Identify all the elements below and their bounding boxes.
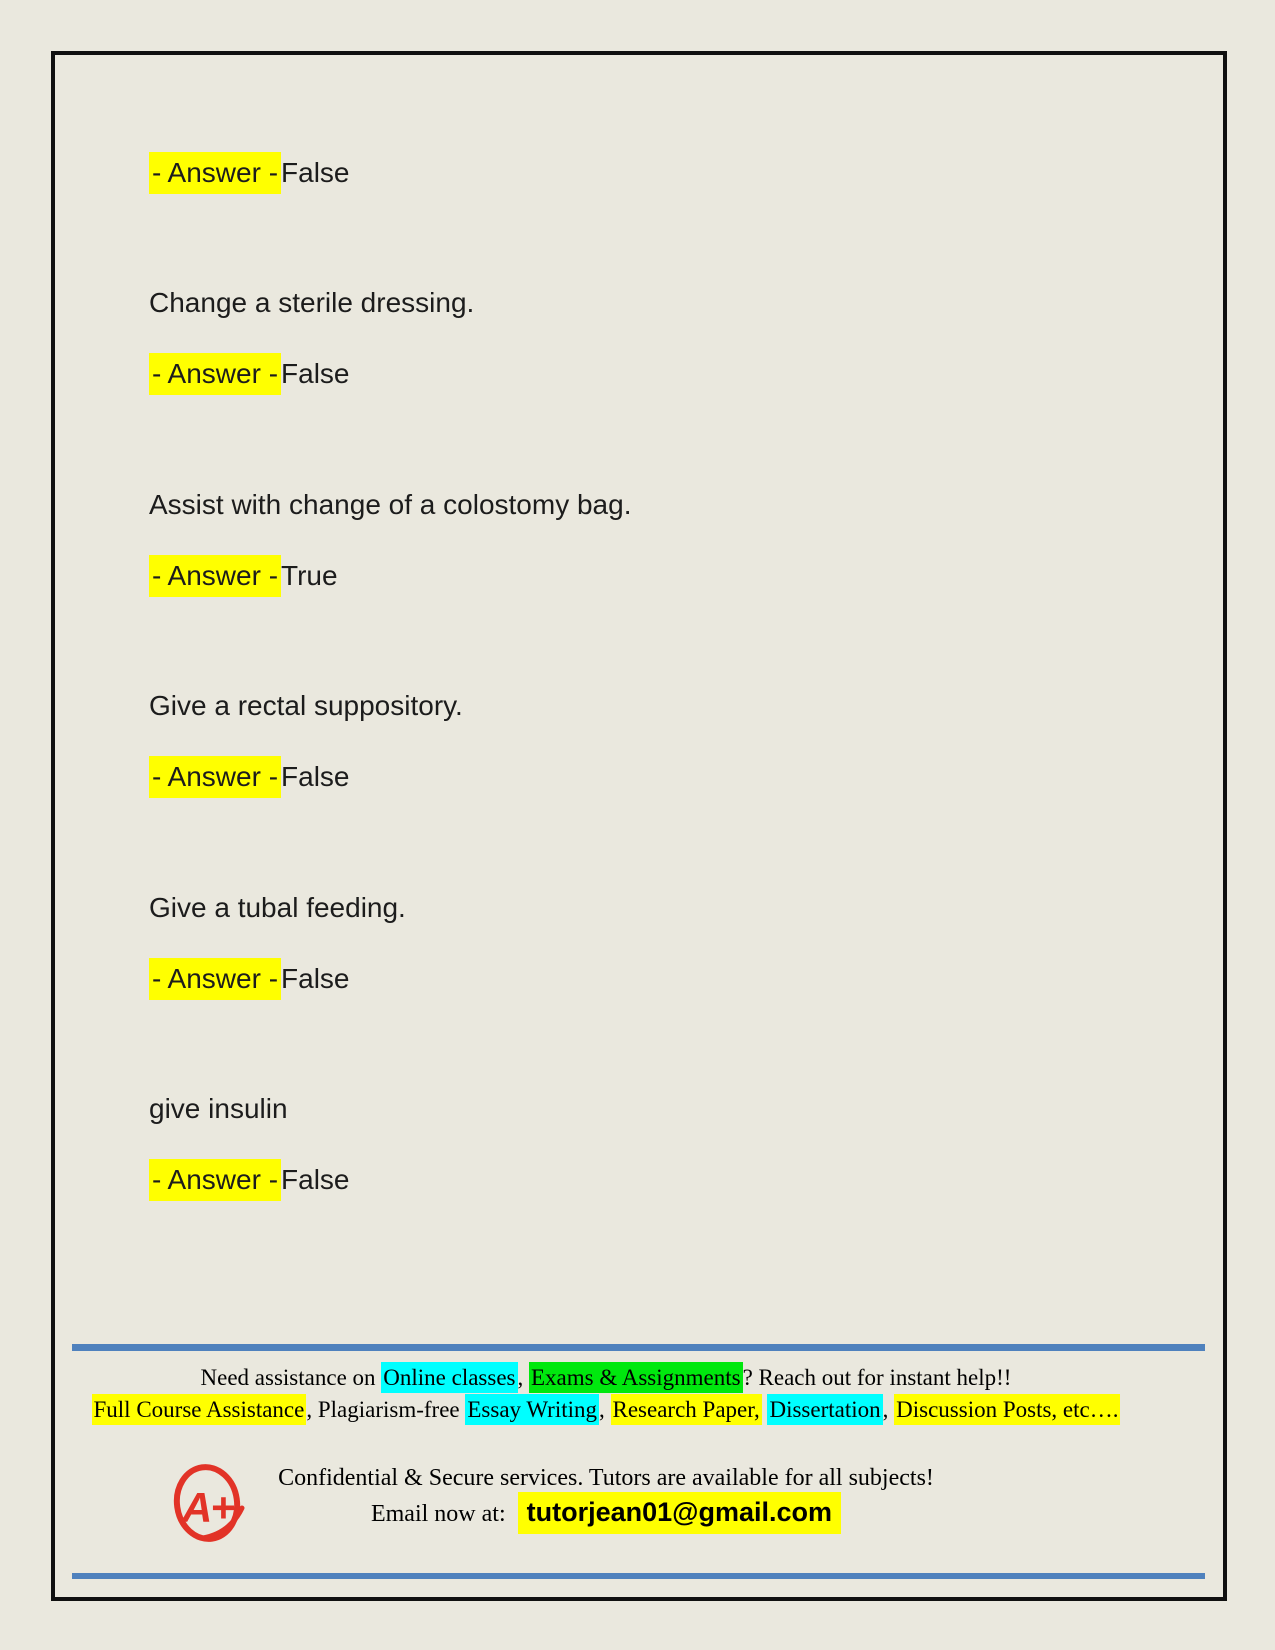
answer-label-highlight: - Answer - [149, 353, 281, 395]
logo-text: A+ [182, 1484, 233, 1531]
footer-text-segment: , Plagiarism-free [306, 1397, 466, 1422]
highlight-online-classes: Online classes [381, 1362, 517, 1393]
answer-line [149, 957, 350, 1000]
highlight-research-paper: Research Paper, [611, 1394, 762, 1425]
answer-label-highlight: - Answer - [149, 756, 281, 798]
question-text: Give a rectal suppository. [149, 690, 463, 721]
answer-value: True [281, 560, 338, 591]
footer-text-segment [506, 1501, 518, 1527]
highlight-full-course-assistance: Full Course Assistance [92, 1394, 307, 1425]
answer-value: False [281, 358, 350, 389]
answer-value: False [281, 963, 350, 994]
answer-line [149, 1158, 350, 1201]
footer-ad-line-2 [55, 1394, 1157, 1426]
footer-text-segment: , [882, 1397, 895, 1422]
answer-label-highlight: - Answer - [149, 1159, 281, 1201]
answer-label-highlight: - Answer - [149, 555, 281, 597]
email-label: Email now at: [370, 1501, 506, 1527]
answer-value: False [281, 157, 350, 188]
answer-label-highlight: - Answer - [149, 152, 281, 194]
answer-line [149, 352, 350, 395]
question-text: Assist with change of a colostomy bag. [149, 489, 632, 520]
footer-ad-line-1 [55, 1362, 1157, 1394]
footer-text-segment: ? Reach out for instant help!! [742, 1365, 1012, 1390]
answer-line [149, 554, 338, 597]
answer-value: False [281, 1164, 350, 1195]
answer-line [149, 755, 350, 798]
footer-divider-top [72, 1344, 1205, 1351]
highlight-essay-writing: Essay Writing [465, 1394, 599, 1425]
footer-text-segment: , [517, 1365, 529, 1390]
footer-confidential-line: Confidential & Secure services. Tutors are available for all subjects! [278, 1465, 934, 1491]
page-border-frame [51, 51, 1227, 1601]
answer-value: False [281, 761, 350, 792]
footer-text-segment: , [599, 1397, 611, 1422]
question-text: Change a sterile dressing. [149, 287, 475, 318]
footer-email-line [55, 1492, 1157, 1534]
answer-label-highlight: - Answer - [149, 958, 281, 1000]
footer-divider-bottom [72, 1573, 1205, 1579]
question-text: Give a tubal feeding. [149, 892, 406, 923]
highlight-dissertation: Dissertation [767, 1394, 882, 1425]
highlight-discussion-posts: Discussion Posts, etc…. [894, 1394, 1120, 1425]
highlight-exams-assignments: Exams & Assignments [529, 1362, 743, 1393]
question-text: give insulin [149, 1093, 288, 1124]
email-address-highlight: tutorjean01@gmail.com [518, 1492, 841, 1534]
answer-line [149, 151, 350, 194]
footer-text-segment: Need assistance on [200, 1365, 382, 1390]
